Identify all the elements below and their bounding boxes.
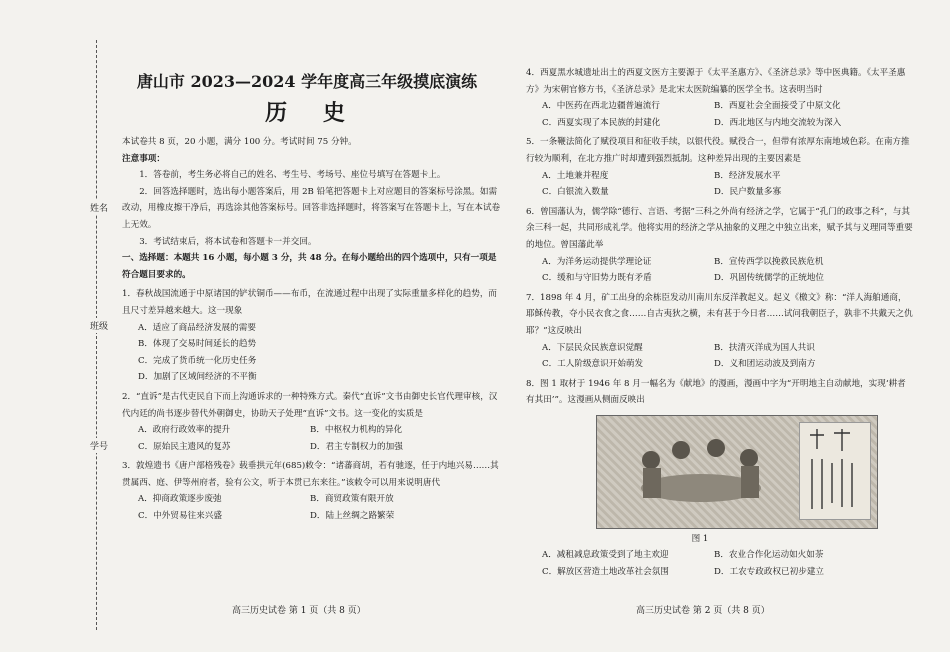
option-b: B．经济发展水平 xyxy=(714,170,781,181)
question-2 xyxy=(122,389,502,455)
option-b: B．宣传西学以挽救民族危机 xyxy=(714,256,824,267)
option-a: A．土地兼并程度 xyxy=(542,170,609,181)
option-d: D．陆上丝绸之路繁荣 xyxy=(310,511,395,522)
question-5 xyxy=(526,134,914,200)
cartoon-handwriting xyxy=(800,423,870,519)
option-d: D．西北地区与内地交流较为深入 xyxy=(714,117,842,128)
option-a: A．为洋务运动提供学理论证 xyxy=(542,256,652,267)
cartoon-drawing xyxy=(601,416,801,526)
question-stem: 7．1898 年 4 月，矿工出身的余栋臣发动川南川东反洋教起义。起义《檄文》称：“洋人海舶通商，耶稣传教，夺小民衣食之食……自古夷狄之横，未有甚于今日者……试问我朝臣子，孰非不共戴天之仇耶？”这反映出 xyxy=(526,292,913,336)
left-page xyxy=(122,70,502,525)
exam-intro: 本试卷共 8 页，20 小题，满分 100 分。考试时间 75 分钟。 xyxy=(122,137,357,147)
option-d: D．加剧了区域间经济的不平衡 xyxy=(138,372,257,383)
option-b: B．体现了交易时间延长的趋势 xyxy=(138,339,257,350)
note-1: 1．答卷前，考生务必将自己的姓名、考生号、考场号、座位号填写在答题卡上。 xyxy=(139,170,446,181)
question-stem: 5．一条鞭法简化了赋役项目和征收手续，以银代役。赋役合一，但带有浓厚东南地域色彩。在南方推行较为顺利，在北方推广时却遭到强烈抵制。这种差异出现的主要因素是 xyxy=(526,137,910,164)
section-1-heading: 一、选择题：本题共 16 小题，每小题 3 分，共 48 分。在每小题给出的四个选项中，只有一项是符合题目要求的。 xyxy=(122,253,497,280)
binding-label-name: 姓名 xyxy=(90,200,108,215)
figure-label: 图 1 xyxy=(691,533,709,544)
option-c: C．白银流入数量 xyxy=(542,187,609,198)
question-stem: 3．敦煌遗书《唐户部格残卷》载垂拱元年(685)敕令：“诸蕃商胡，若有驰逐，任于内地兴易……其贯属西、庭、伊等州府者，验有公文，听于本贯已东来往。”该敕令可以用来说明唐代 xyxy=(122,461,499,488)
option-a: A．下层民众民族意识觉醒 xyxy=(542,342,643,353)
option-a: A．抑商政策逐步废弛 xyxy=(138,494,222,505)
option-a: A．适应了商品经济发展的需要 xyxy=(138,322,256,333)
question-stem: 1．春秋战国流通于中原诸国的铲状铜币——布币，在流通过程中出现了实际重量多样化的趋势，而且尺寸差异越来越大。这一现象 xyxy=(122,289,498,316)
option-b: B．农业合作化运动如火如荼 xyxy=(714,550,824,561)
page-footer-right: 高三历史试卷 第 2 页（共 8 页） xyxy=(636,606,770,616)
option-c: C．解放区营造土地改革社会氛围 xyxy=(542,567,669,578)
option-d: D．工农专政政权已初步建立 xyxy=(714,567,825,578)
option-c: C．缓和与守旧势力既有矛盾 xyxy=(542,273,652,284)
binding-label-id: 学号 xyxy=(90,438,108,453)
note-3: 3．考试结束后，将本试卷和答题卡一并交回。 xyxy=(139,236,317,247)
option-c: C．完成了货币统一化历史任务 xyxy=(138,355,257,366)
subject-title: 历 史 xyxy=(265,100,359,126)
binding-label-class: 班级 xyxy=(90,318,108,333)
question-stem: 6．曾国藩认为，儒学除“德行、言语、考据”三科之外尚有经济之学，它属于“孔门的政事之科”，与其余三科一起，共同形成礼学。他将实用的经济之学从抽象的义理之中独立出来，赋予其与义理同等重要的地位。曾国藩此举 xyxy=(526,206,913,250)
option-d: D．民户数量多寡 xyxy=(714,187,782,198)
exam-title: 唐山市 2023—2024 学年度高三年级摸底演练 xyxy=(136,72,478,91)
option-a: A．中医药在西北边疆普遍流行 xyxy=(542,101,660,112)
option-d: D．巩固传统儒学的正统地位 xyxy=(714,273,825,284)
question-1 xyxy=(122,286,502,386)
question-8 xyxy=(526,376,914,581)
question-stem: 8．图 1 取材于 1946 年 8 月一幅名为《献地》的漫画，漫画中字为“开明地主自动献地，实现‘耕者有其田’”。这漫画从侧面反映出 xyxy=(526,378,906,406)
option-a: A．减租减息政策受到了地主欢迎 xyxy=(542,550,669,561)
option-c: C．中外贸易往来兴盛 xyxy=(138,511,222,522)
option-b: B．西夏社会全面接受了中原文化 xyxy=(714,101,841,112)
question-4 xyxy=(526,65,914,131)
option-b: B．商贸政策有限开放 xyxy=(310,494,394,505)
page-footer-left: 高三历史试卷 第 1 页（共 8 页） xyxy=(232,606,366,616)
option-c: C．工人阶级意识开始萌发 xyxy=(542,359,644,370)
question-stem: 2．“直诉”是古代吏民自下而上沟通诉求的一种特殊方式。秦代“直诉”文书由御史长官代理审核，汉代内廷的尚书逐步替代外朝御史，协助天子处理“直诉”文书。这一变化的实质是 xyxy=(122,391,498,419)
option-b: B．扶清灭洋成为国人共识 xyxy=(714,342,815,353)
option-b: B．中枢权力机构的异化 xyxy=(310,425,403,436)
cartoon-figure xyxy=(596,415,878,529)
option-c: C．原始民主遗风的复苏 xyxy=(138,441,231,452)
notes-heading: 注意事项： xyxy=(122,153,165,164)
option-d: D．君主专制权力的加强 xyxy=(310,441,403,452)
question-stem: 4．西夏黑水城遗址出土的西夏文医方主要源于《太平圣惠方》、《圣济总录》等中医典籍。《太平圣惠方》为宋朝官修方书，《圣济总录》是北宋太医院编纂的医学全书。这表明当时 xyxy=(526,68,906,95)
binding-line xyxy=(96,40,97,630)
right-page xyxy=(526,62,914,581)
option-a: A．政府行政效率的提升 xyxy=(138,425,231,436)
question-3 xyxy=(122,458,502,524)
question-6 xyxy=(526,204,914,287)
option-c: C．西夏实现了本民族的封建化 xyxy=(542,117,661,128)
option-d: D．义和团运动波及到南方 xyxy=(714,359,816,370)
note-2: 2．回答选择题时，选出每小题答案后，用 2B 铅笔把答题卡上对应题目的答案标号涂黑。如需改动，用橡皮擦干净后，再选涂其他答案标号。回答非选择题时，将答案写在答题卡上，写在本试卷上无效。 xyxy=(122,186,501,230)
cartoon-caption-box xyxy=(799,422,871,520)
question-7 xyxy=(526,290,914,373)
